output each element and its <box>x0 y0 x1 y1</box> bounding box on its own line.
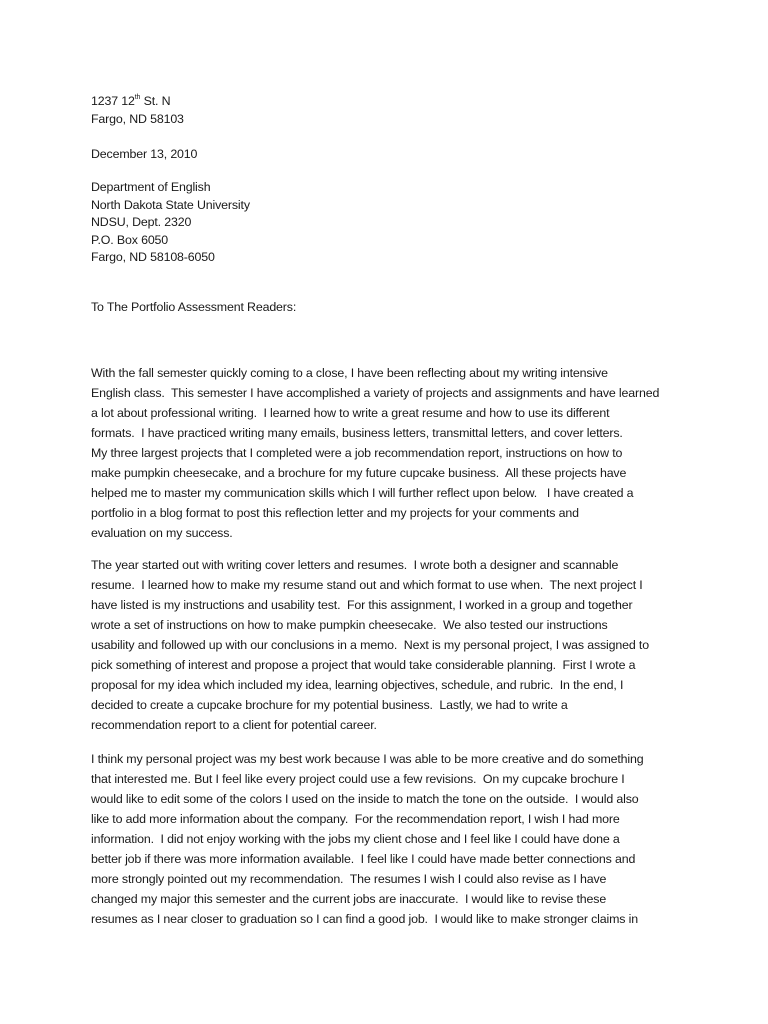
sender-street-rest: St. N <box>140 94 171 108</box>
recipient-line: North Dakota State University <box>91 197 250 212</box>
sender-city-line: Fargo, ND 58103 <box>91 111 184 126</box>
body-paragraph-1 <box>91 363 691 543</box>
paragraph-line: usability and followed up with our conclusions in a memo. Next is my personal project, I was assigned to <box>91 638 649 652</box>
body-paragraph-2 <box>91 555 691 735</box>
recipient-address <box>91 179 691 267</box>
sender-street-line <box>91 93 691 111</box>
paragraph-line: like to add more information about the company. For the recommendation report, I wish I had more <box>91 812 620 826</box>
paragraph-line: resume. I learned how to make my resume stand out and which format to use when. The next project I <box>91 578 643 592</box>
paragraph-line: better job if there was more information available. I feel like I could have made better connections and <box>91 852 636 866</box>
paragraph-line: would like to edit some of the colors I used on the inside to match the tone on the outside. I would also <box>91 792 639 806</box>
paragraph-line: make pumpkin cheesecake, and a brochure for my future cupcake business. All these projects have <box>91 466 627 480</box>
paragraph-line: information. I did not enjoy working with the jobs my client chose and I feel like I could have done a <box>91 832 620 846</box>
recipient-line: NDSU, Dept. 2320 <box>91 215 192 230</box>
paragraph-line: recommendation report to a client for potential career. <box>91 718 377 732</box>
paragraph-line: evaluation on my success. <box>91 526 233 540</box>
paragraph-line: proposal for my idea which included my idea, learning objectives, schedule, and rubric. In the end, I <box>91 678 624 692</box>
sender-address <box>91 93 691 128</box>
paragraph-line: wrote a set of instructions on how to make pumpkin cheesecake. We also tested our instructions <box>91 618 608 632</box>
recipient-line: Department of English <box>91 180 211 194</box>
paragraph-line: portfolio in a blog format to post this reflection letter and my projects for your comments and <box>91 506 579 520</box>
paragraph-line: I think my personal project was my best work because I was able to be more creative and do something <box>91 752 644 766</box>
salutation: To The Portfolio Assessment Readers: <box>91 300 297 314</box>
paragraph-line: a lot about professional writing. I learned how to write a great resume and how to use its different <box>91 406 610 420</box>
paragraph-line: have listed is my instructions and usability test. For this assignment, I worked in a group and together <box>91 598 633 612</box>
recipient-line: P.O. Box 6050 <box>91 232 169 247</box>
paragraph-line: resumes as I near closer to graduation so I can find a good job. I would like to make stronger claims in <box>91 912 638 926</box>
paragraph-line: changed my major this semester and the current jobs are inaccurate. I would like to revise these <box>91 892 607 906</box>
body-paragraph-3 <box>91 749 691 929</box>
paragraph-line: With the fall semester quickly coming to a close, I have been reflecting about my writing intensive <box>91 366 608 380</box>
recipient-line: Fargo, ND 58108-6050 <box>91 250 215 265</box>
paragraph-line: decided to create a cupcake brochure for my potential business. Lastly, we had to write a <box>91 698 568 712</box>
paragraph-line: The year started out with writing cover letters and resumes. I wrote both a designer and scannable <box>91 558 619 572</box>
paragraph-line: My three largest projects that I completed were a job recommendation report, instructions on how to <box>91 446 623 460</box>
paragraph-line: pick something of interest and propose a project that would take considerable planning. First I wrote a <box>91 658 636 672</box>
salutation-block <box>91 299 691 317</box>
paragraph-line: formats. I have practiced writing many emails, business letters, transmittal letters, and cover letters. <box>91 426 623 440</box>
paragraph-line: that interested me. But I feel like every project could use a few revisions. On my cupcake brochure I <box>91 772 625 786</box>
sender-street-number: 1237 12 <box>91 94 135 108</box>
letter-date-block <box>91 146 691 164</box>
letter-date: December 13, 2010 <box>91 147 198 161</box>
paragraph-line: English class. This semester I have accomplished a variety of projects and assignments and have learned <box>91 386 660 400</box>
sender-street-suffix: th <box>134 93 141 101</box>
paragraph-line: helped me to master my communication skills which I will further reflect upon below. I have created a <box>91 486 634 500</box>
paragraph-line: more strongly pointed out my recommendation. The resumes I wish I could also revise as I have <box>91 872 607 886</box>
